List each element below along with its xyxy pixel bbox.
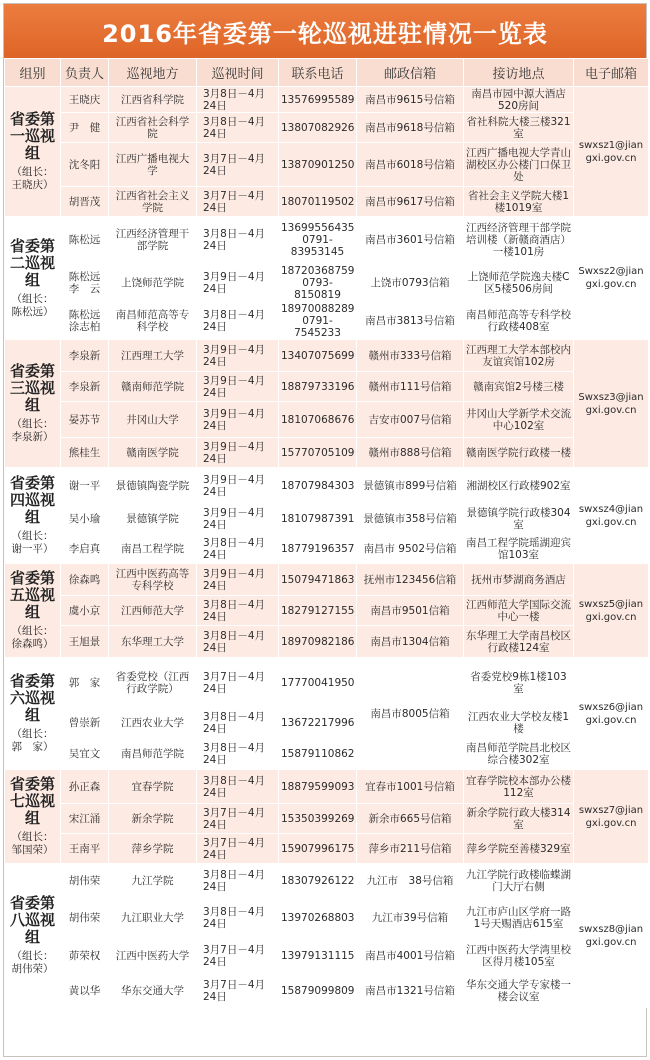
time-cell: 3月8日－4月24日 xyxy=(197,708,279,738)
time-cell: 3月9日－4月24日 xyxy=(197,564,279,596)
mailbox-cell: 南昌市1321号信箱 xyxy=(357,974,464,1008)
table-row xyxy=(5,564,649,596)
visit-cell: 江西经济管理干部学院培训楼（新赣商酒店）一楼101房 xyxy=(464,217,574,263)
phone-cell: 13699556435 0791-83953145 xyxy=(279,217,357,263)
time-cell: 3月9日－4月24日 xyxy=(197,372,279,402)
table-row xyxy=(5,438,649,468)
table-row xyxy=(5,770,649,804)
time-cell: 3月7日－4月24日 xyxy=(197,974,279,1008)
header-cell-email: 电子邮箱 xyxy=(574,59,649,87)
time-cell: 3月7日－4月24日 xyxy=(197,938,279,974)
phone-cell: 13979131115 xyxy=(279,938,357,974)
phone-cell: 18107987391 xyxy=(279,504,357,534)
mailbox-cell: 赣州市111号信箱 xyxy=(357,372,464,402)
place-cell: 东华理工大学 xyxy=(109,626,197,658)
mailbox-cell: 赣州市333号信箱 xyxy=(357,340,464,372)
mailbox-cell: 南昌市8005信箱 xyxy=(357,658,464,770)
phone-cell: 18879599093 xyxy=(279,770,357,804)
visit-cell: 南昌师范学院昌北校区综合楼302室 xyxy=(464,738,574,770)
mailbox-cell: 萍乡市211号信箱 xyxy=(357,834,464,864)
phone-cell: 13407075699 xyxy=(279,340,357,372)
group-leader: （组长：胡伟荣） xyxy=(11,950,54,975)
table-row xyxy=(5,864,649,898)
phone-cell: 15079471863 xyxy=(279,564,357,596)
place-cell: 南昌师范高等专科学校 xyxy=(109,303,197,340)
phone-cell: 18970982186 xyxy=(279,626,357,658)
visit-cell: 湘湖校区行政楼902室 xyxy=(464,468,574,504)
phone-cell: 18107068676 xyxy=(279,402,357,438)
person-cell: 孙正森 xyxy=(61,770,109,804)
header-cell-person: 负责人 xyxy=(61,59,109,87)
place-cell: 省委党校（江西行政学院） xyxy=(109,658,197,708)
time-cell: 3月7日－4月24日 xyxy=(197,804,279,834)
person-cell: 王晓庆 xyxy=(61,87,109,113)
table-row xyxy=(5,372,649,402)
email-cell: swxsz4@jiangxi.gov.cn xyxy=(574,468,649,564)
person-cell: 徐森鸣 xyxy=(61,564,109,596)
mailbox-cell: 景德镇市899号信箱 xyxy=(357,468,464,504)
phone-cell: 18070119502 xyxy=(279,187,357,217)
time-cell: 3月7日－4月24日 xyxy=(197,658,279,708)
table-row xyxy=(5,187,649,217)
person-cell: 宋江涌 xyxy=(61,804,109,834)
mailbox-cell: 南昌市9501信箱 xyxy=(357,596,464,626)
visit-cell: 省社科院大楼三楼321室 xyxy=(464,113,574,143)
header-row xyxy=(5,59,649,87)
time-cell: 3月8日－4月24日 xyxy=(197,864,279,898)
person-cell: 李泉新 xyxy=(61,340,109,372)
table-row xyxy=(5,468,649,504)
person-cell: 曾崇新 xyxy=(61,708,109,738)
time-cell: 3月9日－4月24日 xyxy=(197,468,279,504)
visit-cell: 江西农业大学校友楼1楼 xyxy=(464,708,574,738)
group-leader: （组长：陈松远） xyxy=(11,292,54,318)
place-cell: 上饶师范学院 xyxy=(109,263,197,303)
inspection-table xyxy=(4,58,649,1008)
time-cell: 3月8日－4月24日 xyxy=(197,898,279,938)
mailbox-cell: 南昌市3601号信箱 xyxy=(357,217,464,263)
person-cell: 胡晋茂 xyxy=(61,187,109,217)
table-row xyxy=(5,898,649,938)
group-cell xyxy=(5,468,61,564)
group-name: 省委第三巡视组 xyxy=(9,362,55,414)
mailbox-cell: 南昌市9618号信箱 xyxy=(357,113,464,143)
table-row xyxy=(5,834,649,864)
page-title: 2016年省委第一轮巡视进驻情况一览表 xyxy=(4,4,646,58)
time-cell: 3月8日－4月24日 xyxy=(197,113,279,143)
visit-cell: 华东交通大学专家楼一楼会议室 xyxy=(464,974,574,1008)
group-name: 省委第二巡视组 xyxy=(9,236,55,289)
table-row xyxy=(5,87,649,113)
place-cell: 江西省社会科学院 xyxy=(109,113,197,143)
visit-cell: 南昌师范高等专科学校行政楼408室 xyxy=(464,303,574,340)
visit-cell: 宜春学院校本部办公楼112室 xyxy=(464,770,574,804)
visit-cell: 赣南宾馆2号楼三楼 xyxy=(464,372,574,402)
place-cell: 赣南师范学院 xyxy=(109,372,197,402)
visit-cell: 新余学院行政大楼314室 xyxy=(464,804,574,834)
person-cell: 陈松远 李 云 xyxy=(61,263,109,303)
group-name: 省委第一巡视组 xyxy=(9,110,55,162)
mailbox-cell: 南昌市4001号信箱 xyxy=(357,938,464,974)
email-cell: Swxsz2@jiangxi.gov.cn xyxy=(574,217,649,340)
mailbox-cell: 九江市39号信箱 xyxy=(357,898,464,938)
time-cell: 3月8日－4月24日 xyxy=(197,626,279,658)
place-cell: 江西中医药高等专科学校 xyxy=(109,564,197,596)
time-cell: 3月7日－4月24日 xyxy=(197,143,279,187)
phone-cell: 13672217996 xyxy=(279,708,357,738)
phone-cell: 15907996175 xyxy=(279,834,357,864)
phone-cell: 15879099809 xyxy=(279,974,357,1008)
group-name: 省委第四巡视组 xyxy=(9,474,55,526)
visit-cell: 赣南医学院行政楼一楼 xyxy=(464,438,574,468)
mailbox-cell: 南昌市1304信箱 xyxy=(357,626,464,658)
group-name: 省委第八巡视组 xyxy=(9,894,55,946)
time-cell: 3月7日－4月24日 xyxy=(197,834,279,864)
person-cell: 郭 家 xyxy=(61,658,109,708)
header-cell-group: 组别 xyxy=(5,59,61,87)
group-cell xyxy=(5,340,61,468)
group-leader: （组长：王晓庆） xyxy=(11,166,54,191)
table-row xyxy=(5,504,649,534)
mailbox-cell: 上饶市0793信箱 xyxy=(357,263,464,303)
table-row xyxy=(5,340,649,372)
email-cell: swxsz7@jiangxi.gov.cn xyxy=(574,770,649,864)
visit-cell: 东华理工大学南昌校区行政楼124室 xyxy=(464,626,574,658)
mailbox-cell: 景德镇市358号信箱 xyxy=(357,504,464,534)
person-cell: 虞小京 xyxy=(61,596,109,626)
time-cell: 3月8日－4月24日 xyxy=(197,534,279,564)
person-cell: 尹 健 xyxy=(61,113,109,143)
group-leader: （组长：李泉新） xyxy=(11,418,54,443)
visit-cell: 江西师范大学国际交流中心一楼 xyxy=(464,596,574,626)
header-cell-mailbox: 邮政信箱 xyxy=(357,59,464,87)
mailbox-cell: 宜春市1001号信箱 xyxy=(357,770,464,804)
mailbox-cell: 南昌市6018号信箱 xyxy=(357,143,464,187)
time-cell: 3月8日－4月24日 xyxy=(197,738,279,770)
table-body xyxy=(5,87,649,1008)
email-cell: swxsz8@jiangxi.gov.cn xyxy=(574,864,649,1008)
visit-cell: 景德镇学院行政楼304室 xyxy=(464,504,574,534)
place-cell: 宜春学院 xyxy=(109,770,197,804)
visit-cell: 南昌工程学院瑶湖迎宾馆103室 xyxy=(464,534,574,564)
place-cell: 南昌工程学院 xyxy=(109,534,197,564)
visit-cell: 萍乡学院至善楼329室 xyxy=(464,834,574,864)
time-cell: 3月8日－4月24日 xyxy=(197,303,279,340)
visit-cell: 南昌市园中源大酒店520房间 xyxy=(464,87,574,113)
person-cell: 黄以华 xyxy=(61,974,109,1008)
person-cell: 吴小瑜 xyxy=(61,504,109,534)
person-cell: 谢一平 xyxy=(61,468,109,504)
phone-cell: 18720368759 0793-8150819 xyxy=(279,263,357,303)
person-cell: 吴宜文 xyxy=(61,738,109,770)
table-row xyxy=(5,738,649,770)
place-cell: 江西农业大学 xyxy=(109,708,197,738)
place-cell: 九江学院 xyxy=(109,864,197,898)
place-cell: 景德镇陶瓷学院 xyxy=(109,468,197,504)
time-cell: 3月7日－4月24日 xyxy=(197,187,279,217)
email-cell: swxsz5@jiangxi.gov.cn xyxy=(574,564,649,658)
place-cell: 南昌师范学院 xyxy=(109,738,197,770)
time-cell: 3月8日－4月24日 xyxy=(197,770,279,804)
mailbox-cell: 赣州市888号信箱 xyxy=(357,438,464,468)
mailbox-cell: 南昌市 9502号信箱 xyxy=(357,534,464,564)
phone-cell: 13870901250 xyxy=(279,143,357,187)
time-cell: 3月8日－4月24日 xyxy=(197,596,279,626)
place-cell: 华东交通大学 xyxy=(109,974,197,1008)
table-row xyxy=(5,938,649,974)
phone-cell: 15350399269 xyxy=(279,804,357,834)
table-row xyxy=(5,217,649,263)
phone-cell: 18970088289 0791-7545233 xyxy=(279,303,357,340)
phone-cell: 18279127155 xyxy=(279,596,357,626)
person-cell: 陈松远 xyxy=(61,217,109,263)
time-cell: 3月9日－4月24日 xyxy=(197,438,279,468)
visit-cell: 江西广播电视大学青山湖校区办公楼门口保卫处 xyxy=(464,143,574,187)
table-row xyxy=(5,143,649,187)
table-row xyxy=(5,626,649,658)
mailbox-cell: 新余市665号信箱 xyxy=(357,804,464,834)
table-row xyxy=(5,596,649,626)
person-cell: 王南平 xyxy=(61,834,109,864)
group-cell xyxy=(5,87,61,217)
place-cell: 九江职业大学 xyxy=(109,898,197,938)
person-cell: 陈松远 涂志柏 xyxy=(61,303,109,340)
phone-cell: 13807082926 xyxy=(279,113,357,143)
group-leader: （组长：徐森鸣） xyxy=(11,625,54,650)
place-cell: 江西师范大学 xyxy=(109,596,197,626)
group-cell xyxy=(5,217,61,340)
person-cell: 沈冬阳 xyxy=(61,143,109,187)
group-cell xyxy=(5,770,61,864)
mailbox-cell: 吉安市007号信箱 xyxy=(357,402,464,438)
table-row xyxy=(5,402,649,438)
place-cell: 江西经济管理干部学院 xyxy=(109,217,197,263)
table-row xyxy=(5,263,649,303)
visit-cell: 省社会主义学院大楼1楼1019室 xyxy=(464,187,574,217)
email-cell: swxsz6@jiangxi.gov.cn xyxy=(574,658,649,770)
phone-cell: 13576995589 xyxy=(279,87,357,113)
time-cell: 3月9日－4月24日 xyxy=(197,504,279,534)
table-row xyxy=(5,113,649,143)
header-cell-phone: 联系电话 xyxy=(279,59,357,87)
mailbox-cell: 抚州市123456信箱 xyxy=(357,564,464,596)
phone-cell: 18707984303 xyxy=(279,468,357,504)
header-cell-place: 巡视地方 xyxy=(109,59,197,87)
person-cell: 胡伟荣 xyxy=(61,898,109,938)
group-cell xyxy=(5,658,61,770)
group-name: 省委第五巡视组 xyxy=(9,569,55,621)
time-cell: 3月8日－4月24日 xyxy=(197,217,279,263)
place-cell: 萍乡学院 xyxy=(109,834,197,864)
table-row xyxy=(5,303,649,340)
visit-cell: 省委党校9栋1楼103室 xyxy=(464,658,574,708)
place-cell: 江西广播电视大学 xyxy=(109,143,197,187)
header-cell-visit: 接访地点 xyxy=(464,59,574,87)
group-name: 省委第七巡视组 xyxy=(9,775,55,827)
table-row xyxy=(5,804,649,834)
person-cell: 李启真 xyxy=(61,534,109,564)
place-cell: 井冈山大学 xyxy=(109,402,197,438)
table-row xyxy=(5,534,649,564)
visit-cell: 江西中医药大学湾里校区得月楼105室 xyxy=(464,938,574,974)
time-cell: 3月8日－4月24日 xyxy=(197,87,279,113)
phone-cell: 17770041950 xyxy=(279,658,357,708)
visit-cell: 上饶师范学院逸夫楼C区5楼506房间 xyxy=(464,263,574,303)
place-cell: 江西中医药大学 xyxy=(109,938,197,974)
phone-cell: 18879733196 xyxy=(279,372,357,402)
document-page xyxy=(3,3,647,1057)
person-cell: 王旭景 xyxy=(61,626,109,658)
group-leader: （组长：邹国荣） xyxy=(11,831,54,856)
group-cell xyxy=(5,564,61,658)
phone-cell: 13970268803 xyxy=(279,898,357,938)
place-cell: 赣南医学院 xyxy=(109,438,197,468)
group-leader: （组长：郭 家） xyxy=(11,728,54,753)
group-leader: （组长：谢一平） xyxy=(11,530,54,555)
phone-cell: 18779196357 xyxy=(279,534,357,564)
visit-cell: 抚州市梦湖商务酒店 xyxy=(464,564,574,596)
phone-cell: 18307926122 xyxy=(279,864,357,898)
visit-cell: 九江市庐山区学府一路1号天赐酒店615室 xyxy=(464,898,574,938)
group-cell xyxy=(5,864,61,1008)
mailbox-cell: 南昌市9617号信箱 xyxy=(357,187,464,217)
place-cell: 江西省社会主义学院 xyxy=(109,187,197,217)
place-cell: 新余学院 xyxy=(109,804,197,834)
place-cell: 江西理工大学 xyxy=(109,340,197,372)
table-row xyxy=(5,658,649,708)
phone-cell: 15770705109 xyxy=(279,438,357,468)
mailbox-cell: 南昌市9615号信箱 xyxy=(357,87,464,113)
person-cell: 胡伟荣 xyxy=(61,864,109,898)
group-name: 省委第六巡视组 xyxy=(9,672,55,724)
visit-cell: 井冈山大学新学术交流中心102室 xyxy=(464,402,574,438)
email-cell: Swxsz3@jiangxi.gov.cn xyxy=(574,340,649,468)
header-cell-time: 巡视时间 xyxy=(197,59,279,87)
email-cell: swxsz1@jiangxi.gov.cn xyxy=(574,87,649,217)
time-cell: 3月9日－4月24日 xyxy=(197,402,279,438)
time-cell: 3月9日－4月24日 xyxy=(197,340,279,372)
visit-cell: 九江学院行政楼临蝶湖门大厅右侧 xyxy=(464,864,574,898)
mailbox-cell: 南昌市3813号信箱 xyxy=(357,303,464,340)
person-cell: 茆荣权 xyxy=(61,938,109,974)
person-cell: 李泉新 xyxy=(61,372,109,402)
table-row xyxy=(5,974,649,1008)
table-row xyxy=(5,708,649,738)
person-cell: 晏苏节 xyxy=(61,402,109,438)
time-cell: 3月9日－4月24日 xyxy=(197,263,279,303)
mailbox-cell: 九江市 38号信箱 xyxy=(357,864,464,898)
place-cell: 江西省科学院 xyxy=(109,87,197,113)
person-cell: 熊桂生 xyxy=(61,438,109,468)
visit-cell: 江西理工大学本部校内友谊宾馆102房 xyxy=(464,340,574,372)
phone-cell: 15879110862 xyxy=(279,738,357,770)
place-cell: 景德镇学院 xyxy=(109,504,197,534)
